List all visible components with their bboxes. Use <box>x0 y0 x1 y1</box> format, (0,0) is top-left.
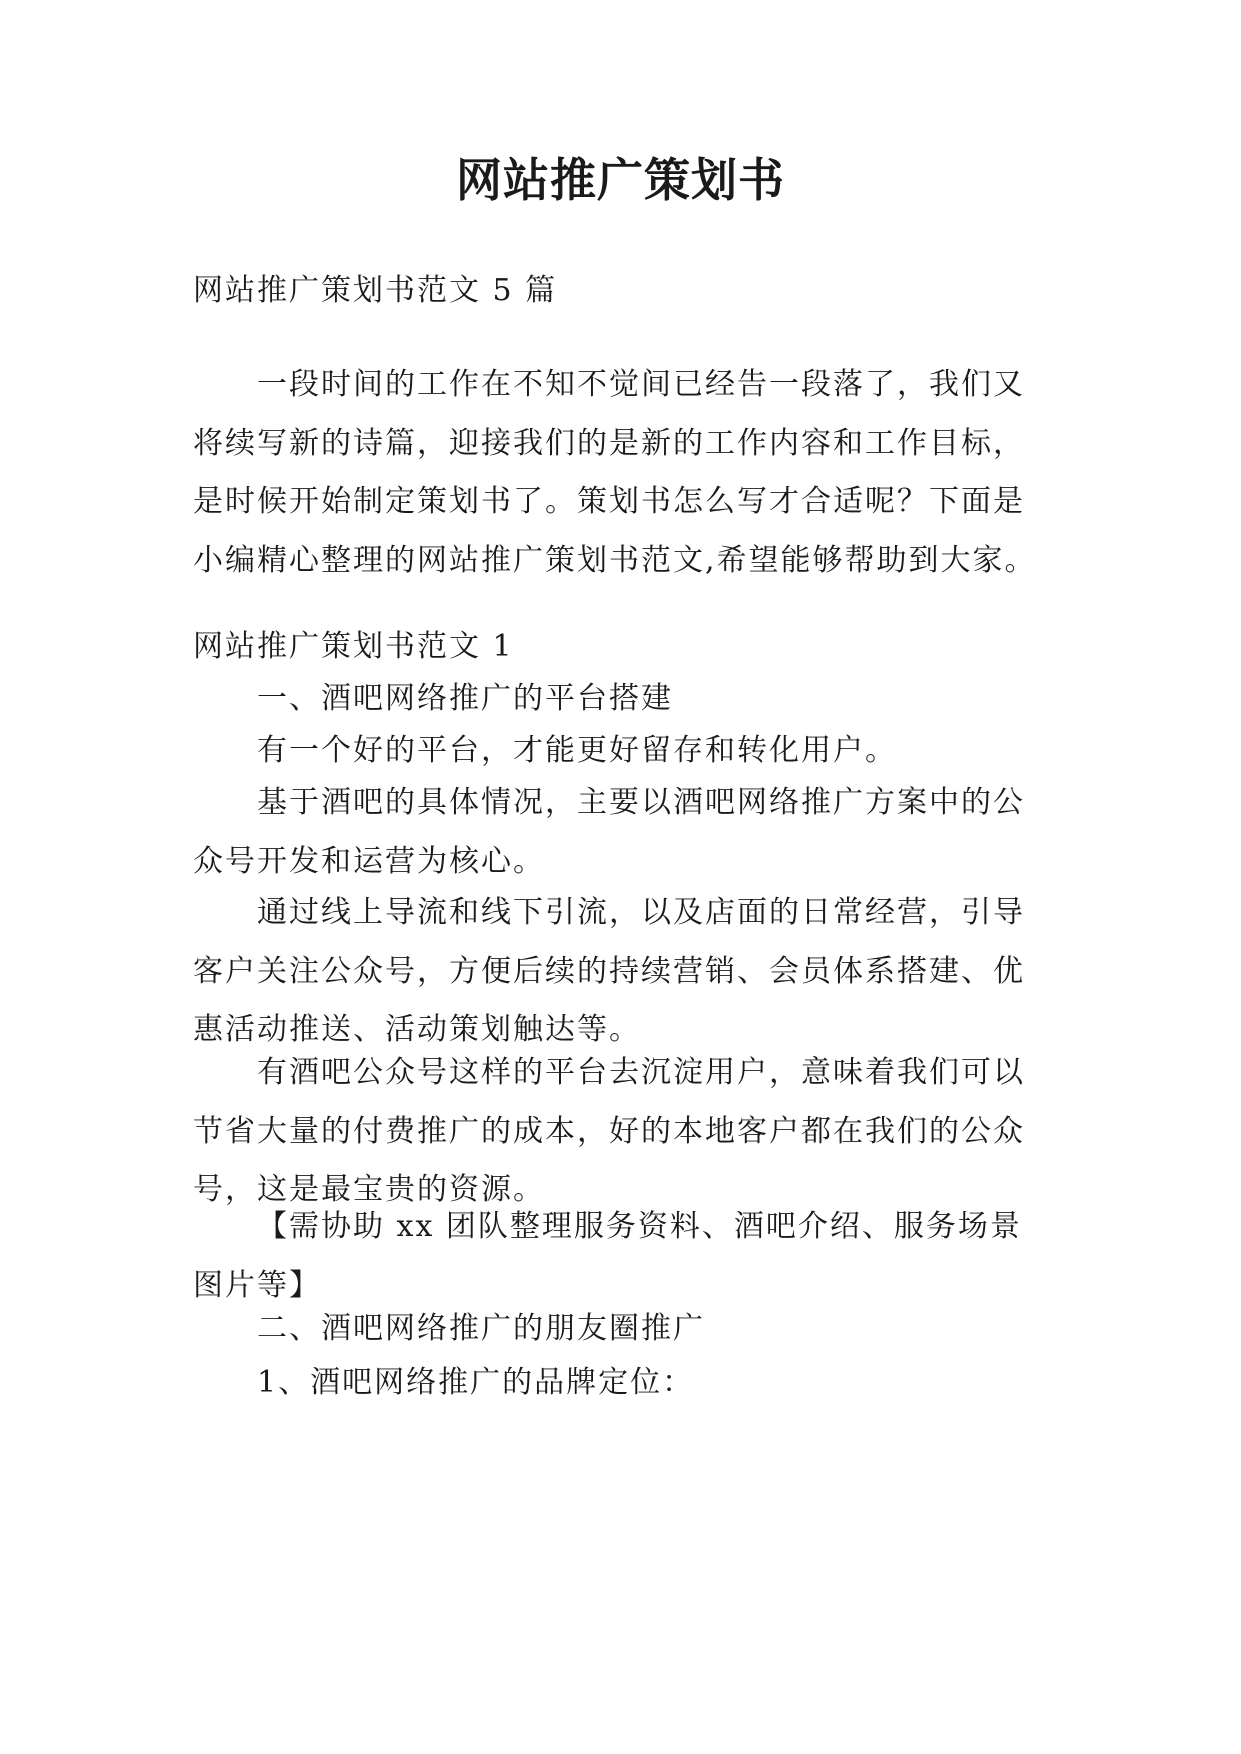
document-title: 网站推广策划书 <box>456 153 785 207</box>
body-paragraph: 有一个好的平台，才能更好留存和转化用户。 <box>257 733 897 768</box>
section-heading: 网站推广策划书范文 1 <box>193 629 514 664</box>
body-paragraph: 【需协助 xx 团队整理服务资料、酒吧介绍、服务场景图片等】 <box>193 1209 1022 1303</box>
subheading-brand: 1、酒吧网络推广的品牌定位： <box>257 1365 695 1400</box>
heading-platform: 一、酒吧网络推广的平台搭建 <box>257 681 673 716</box>
body-paragraph: 基于酒吧的具体情况，主要以酒吧网络推广方案中的公众号开发和运营为核心。 <box>193 785 1025 879</box>
document-subtitle: 网站推广策划书范文 5 篇 <box>193 273 558 308</box>
intro-paragraph: 一段时间的工作在不知不觉间已经告一段落了，我们又将续写新的诗篇，迎接我们的是新的工作内容和工作目标，是时候开始制定策划书了。策划书怎么写才合适呢？下面是小编精心整理的网站推广策划书范文,希望能够帮助到大家。 <box>193 367 1037 578</box>
heading-moments: 二、酒吧网络推广的朋友圈推广 <box>257 1311 705 1346</box>
body-paragraph: 有酒吧公众号这样的平台去沉淀用户，意味着我们可以节省大量的付费推广的成本，好的本地客户都在我们的公众号，这是最宝贵的资源。 <box>193 1055 1025 1207</box>
body-paragraph: 通过线上导流和线下引流，以及店面的日常经营，引导客户关注公众号，方便后续的持续营销、会员体系搭建、优惠活动推送、活动策划触达等。 <box>193 895 1025 1047</box>
